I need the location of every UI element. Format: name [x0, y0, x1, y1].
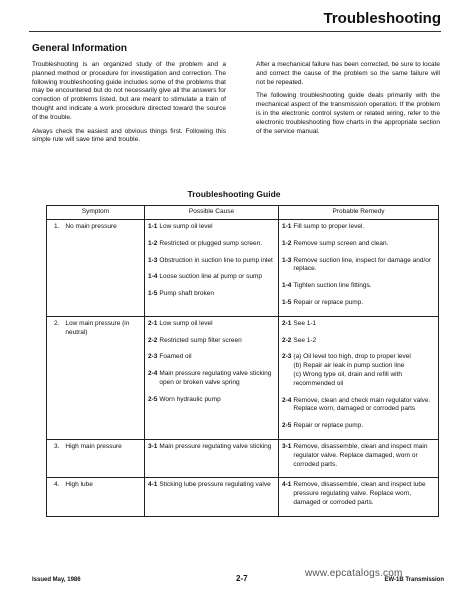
left-column	[32, 61, 226, 150]
cause-text: Main pressure regulating valve sticking open or broken valve spring	[159, 370, 272, 386]
cause-number: 2-2	[148, 336, 158, 344]
remedy-text: Tighten suction line fittings.	[293, 282, 372, 290]
cause-text: Pump shaft broken	[159, 290, 214, 298]
footer-manual: EW-1B Transmission	[384, 577, 444, 583]
cause-text: Obstruction in suction line to pump inlet	[159, 256, 273, 264]
remedy-text: See 1-1	[293, 319, 317, 327]
remedy-number: 3-1	[282, 442, 292, 450]
remedy-text: (a) Oil level too high, drop to proper level (b) Repair air leak in pump suction line (c) Wrong type oil, drain and refill with recommended oil	[293, 353, 411, 387]
symptom-number: 3.	[54, 442, 60, 450]
cause-cell	[145, 439, 279, 477]
symptom-cell	[47, 316, 145, 439]
left-paragraph: Always check the easiest and obvious things first. Following this simple rule will save time and trouble.	[32, 127, 226, 144]
remedy-cell	[279, 478, 439, 516]
cause-cell	[145, 316, 279, 439]
footer-issued: Issued May, 1986	[32, 577, 81, 583]
cause-entry	[148, 396, 275, 405]
cause-cell	[145, 220, 279, 317]
symptom-text: No main pressure	[65, 223, 117, 230]
right-paragraph: After a mechanical failure has been corrected, be sure to locate and correct the cause of the problem so the same failure will not be repeated.	[256, 61, 440, 86]
remedy-text: Repair or replace pump.	[293, 422, 364, 430]
remedy-number: 1-1	[282, 223, 292, 230]
symptom-text: High main pressure	[65, 442, 122, 450]
cause-number: 1-3	[148, 256, 158, 264]
cause-number: 1-2	[148, 239, 158, 247]
table-row	[47, 478, 439, 516]
cause-number: 1-4	[148, 273, 158, 281]
remedy-text: Remove, disassemble, clean and inspect main regulator valve. Replace damaged, worn or corroded parts.	[293, 442, 428, 468]
symptom	[50, 320, 141, 338]
remedy-entry	[282, 299, 435, 308]
cause-entry	[148, 353, 275, 362]
remedy-header: Probable Remedy	[279, 206, 439, 220]
cause-number: 4-1	[148, 481, 158, 489]
cause-text: Low sump oil level	[159, 319, 213, 327]
remedy-entry	[282, 257, 435, 275]
symptom-text: Low main pressure (in neutral)	[65, 319, 130, 336]
table-row	[47, 316, 439, 439]
table-body	[47, 220, 439, 517]
cause-text: Restricted sump filter screen	[159, 336, 242, 344]
cause-entry	[148, 273, 275, 282]
right-column	[256, 61, 440, 141]
page-number: 2-7	[236, 574, 248, 583]
cause-text: Sticking lube pressure regulating valve	[159, 481, 271, 489]
remedy-number: 4-1	[282, 481, 292, 489]
symptom	[50, 443, 141, 452]
symptom	[50, 481, 141, 490]
remedy-entry	[282, 320, 435, 329]
cause-number: 3-1	[148, 442, 158, 450]
remedy-text: See 1-2	[293, 336, 317, 344]
cause-number: 2-4	[148, 370, 158, 378]
cause-entry	[148, 240, 275, 249]
right-paragraph: The following troubleshooting guide deals primarily with the mechanical aspect of the transmission operation. If the problem is in the electronic control system or related wiring, refer to the electronic troubleshooting flow charts in the appropriate section of the service manual.	[256, 92, 440, 135]
cause-entry	[148, 290, 275, 299]
title-rule	[29, 31, 441, 32]
remedy-text: Remove sump screen and clean.	[293, 239, 389, 247]
symptom-header: Symptom	[47, 206, 145, 220]
remedy-number: 1-2	[282, 239, 292, 247]
cause-cell	[145, 478, 279, 516]
cause-text: Restricted or plugged sump screen.	[159, 239, 263, 247]
table-row	[47, 220, 439, 317]
remedy-number: 2-4	[282, 396, 292, 404]
table-row	[47, 439, 439, 477]
watermark: www.epcatalogs.com	[305, 568, 403, 579]
remedy-entry	[282, 223, 435, 232]
symptom-cell	[47, 478, 145, 516]
cause-text: Foamed oil	[159, 353, 192, 361]
cause-entry	[148, 481, 275, 490]
remedy-cell	[279, 439, 439, 477]
cause-number: 2-3	[148, 353, 158, 361]
remedy-text: Remove, clean and check main regulator valve. Replace worn, damaged or corroded parts	[293, 396, 431, 413]
symptom	[50, 223, 141, 232]
cause-entry	[148, 257, 275, 266]
cause-entry	[148, 337, 275, 346]
guide-title: Troubleshooting Guide	[187, 189, 281, 199]
symptom-text: High lube	[65, 481, 93, 489]
remedy-entry	[282, 481, 435, 507]
remedy-entry	[282, 337, 435, 346]
cause-entry	[148, 223, 275, 232]
remedy-number: 1-4	[282, 282, 292, 290]
symptom-cell	[47, 220, 145, 317]
remedy-number: 1-5	[282, 298, 292, 306]
cause-text: Worn hydraulic pump	[159, 395, 221, 403]
symptom-number: 2.	[54, 319, 60, 327]
symptom-cell	[47, 439, 145, 477]
remedy-entry	[282, 240, 435, 249]
remedy-entry	[282, 397, 435, 415]
remedy-text: Remove suction line, inspect for damage and/or replace.	[293, 256, 432, 273]
left-paragraph: Troubleshooting is an organized study of the problem and a planned method or procedure for investigation and correction. The following troubleshooting guide includes some of the problems that may be encountered but do not necessarily give all the answers for correction of problems listed, but are meant to stimulate a train of thought and indicate a work procedure directed toward the source of the trouble.	[32, 61, 226, 121]
cause-number: 2-1	[148, 319, 158, 327]
cause-entry	[148, 370, 275, 388]
remedy-text: Fill sump to proper level.	[293, 223, 365, 230]
cause-entry	[148, 320, 275, 329]
symptom-number: 4.	[54, 481, 60, 489]
remedy-text: Remove, disassemble, clean and inspect lube pressure regulating valve. Replace worn, damaged or corroded parts.	[293, 481, 426, 506]
remedy-cell	[279, 316, 439, 439]
remedy-number: 2-2	[282, 336, 292, 344]
symptom-number: 1.	[54, 223, 60, 230]
cause-header: Possible Cause	[145, 206, 279, 220]
cause-number: 2-5	[148, 395, 158, 403]
cause-entry	[148, 443, 275, 452]
remedy-entry	[282, 422, 435, 431]
section-heading: General Information	[32, 43, 128, 54]
remedy-text: Repair or replace pump.	[293, 298, 364, 306]
cause-text: Main pressure regulating valve sticking	[159, 442, 272, 450]
remedy-cell	[279, 220, 439, 317]
cause-text: Loose suction line at pump or sump	[159, 273, 263, 281]
table-header-row	[47, 206, 439, 220]
remedy-entry	[282, 282, 435, 291]
remedy-number: 2-1	[282, 319, 292, 327]
cause-number: 1-1	[148, 223, 158, 230]
remedy-number: 1-3	[282, 256, 292, 264]
remedy-entry	[282, 353, 435, 388]
remedy-number: 2-3	[282, 353, 292, 361]
cause-number: 1-5	[148, 290, 158, 298]
remedy-entry	[282, 443, 435, 469]
cause-text: Low sump oil level	[159, 223, 213, 230]
page-title: Troubleshooting	[323, 10, 441, 27]
troubleshooting-table	[46, 205, 439, 517]
remedy-number: 2-5	[282, 422, 292, 430]
